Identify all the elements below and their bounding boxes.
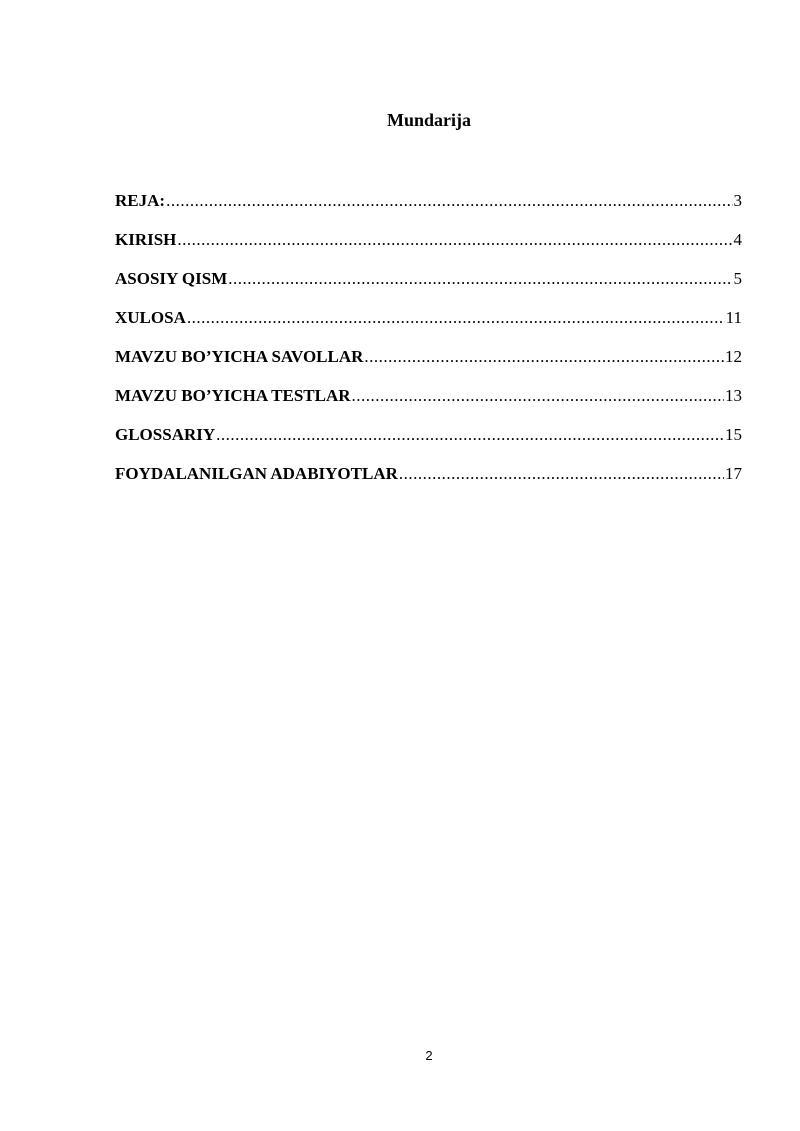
toc-entry-label: XULOSA: [115, 308, 186, 327]
toc-entry-xulosa[interactable]: [115, 306, 742, 345]
toc-entry-page: 4: [733, 230, 742, 249]
toc-entry-page: 13: [725, 386, 742, 405]
toc-entry-kirish[interactable]: [115, 228, 742, 267]
table-of-contents: [115, 189, 742, 501]
toc-dot-leader: [177, 228, 732, 252]
toc-dot-leader: [216, 423, 724, 447]
toc-dot-leader: [228, 267, 732, 291]
toc-entry-label: MAVZU BO’YICHA SAVOLLAR: [115, 347, 364, 366]
toc-dot-leader: [187, 306, 725, 330]
toc-dot-leader: [399, 462, 724, 486]
toc-dot-leader: [352, 384, 724, 408]
toc-entry-glossariy[interactable]: [115, 423, 742, 462]
toc-dot-leader: [364, 345, 724, 369]
toc-entry-adabiyotlar[interactable]: [115, 462, 742, 501]
toc-entry-page: 11: [725, 308, 742, 327]
toc-entry-label: GLOSSARIY: [115, 425, 216, 444]
toc-entry-label: KIRISH: [115, 230, 177, 249]
toc-entry-page: 12: [725, 347, 742, 366]
toc-entry-savollar[interactable]: [115, 345, 742, 384]
toc-entry-page: 5: [733, 269, 742, 288]
toc-entry-page: 15: [725, 425, 742, 444]
toc-entry-label: MAVZU BO’YICHA TESTLAR: [115, 386, 351, 405]
page-number: 2: [425, 1048, 433, 1063]
toc-entry-reja[interactable]: [115, 189, 742, 228]
toc-dot-leader: [166, 189, 732, 213]
page-title: Mundarija: [386, 110, 471, 130]
toc-entry-page: 17: [725, 464, 742, 483]
toc-entry-label: REJA:: [115, 191, 166, 210]
toc-entry-page: 3: [733, 191, 742, 210]
toc-entry-asosiy-qism[interactable]: [115, 267, 742, 306]
toc-entry-label: ASOSIY QISM: [115, 269, 228, 288]
toc-entry-label: FOYDALANILGAN ADABIYOTLAR: [115, 464, 398, 483]
toc-entry-testlar[interactable]: [115, 384, 742, 423]
